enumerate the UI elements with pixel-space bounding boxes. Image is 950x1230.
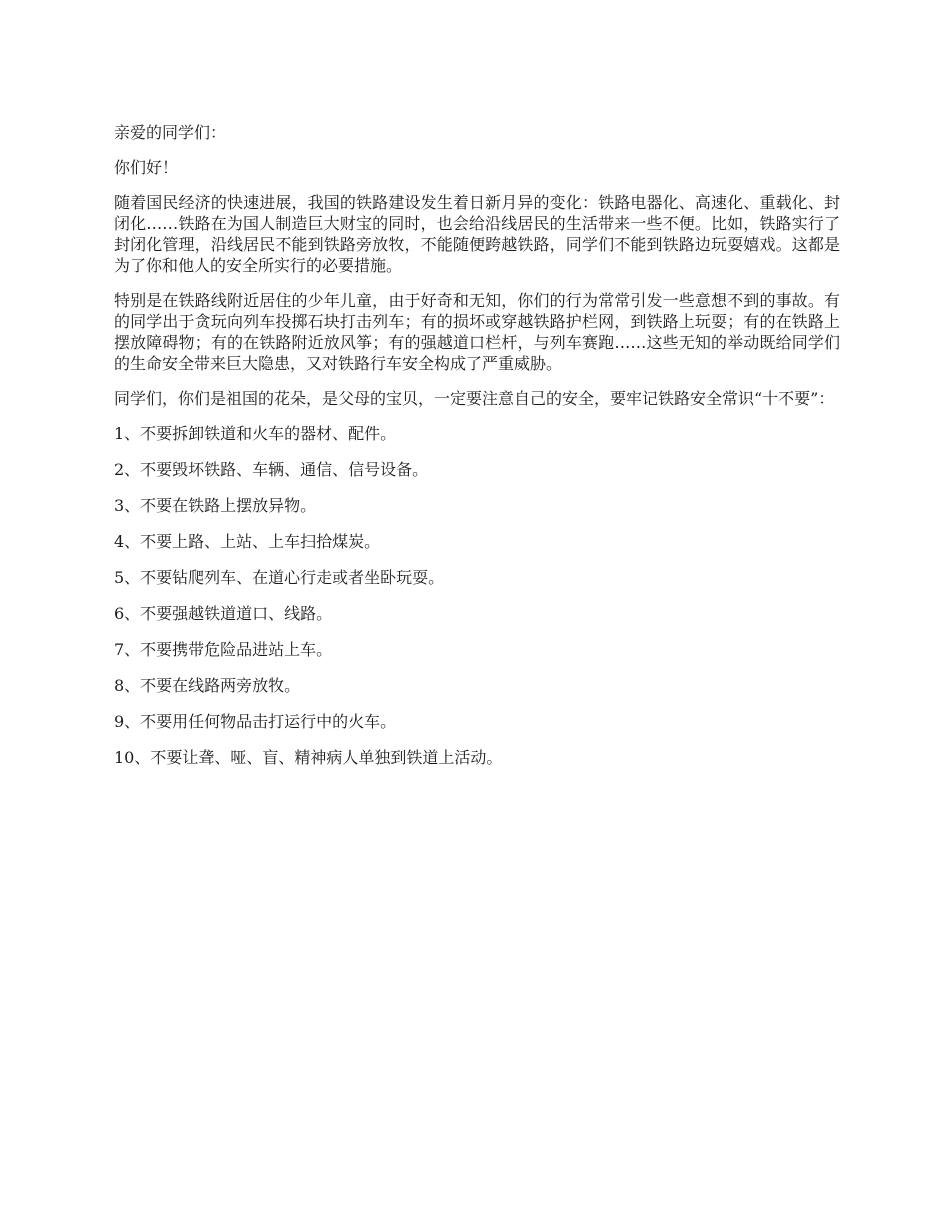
hello-line: 你们好！ bbox=[114, 158, 179, 177]
paragraph-railway-development: 随着国民经济的快速进展，我国的铁路建设发生着日新月异的变化：铁路电器化、高速化、重载化、封闭化……铁路在为国人制造巨大财宝的同时，也会给沿线居民的生活带来一些不便。比如，铁路实行了封闭化管理，沿线居民不能到铁路旁放牧，不能随便跨越铁路，同学们不能到铁路边玩耍嬉戏。这都是为了你和他人的安全所实行的必要措施。 bbox=[114, 193, 840, 275]
rule-item-1: 1、不要拆卸铁道和火车的器材、配件。 bbox=[114, 424, 397, 443]
rule-item-10: 10、不要让聋、哑、盲、精神病人单独到铁道上活动。 bbox=[114, 748, 503, 767]
document-page bbox=[114, 122, 840, 783]
rule-item-8: 8、不要在线路两旁放牧。 bbox=[114, 676, 301, 695]
rule-item-2: 2、不要毁坏铁路、车辆、通信、信号设备。 bbox=[114, 460, 429, 479]
greeting: 亲爱的同学们： bbox=[114, 123, 227, 142]
rule-item-5: 5、不要钻爬列车、在道心行走或者坐卧玩耍。 bbox=[114, 568, 445, 587]
rule-item-4: 4、不要上路、上站、上车扫拾煤炭。 bbox=[114, 532, 381, 551]
rule-item-6: 6、不要强越铁道道口、线路。 bbox=[114, 604, 333, 623]
rules-list bbox=[114, 423, 840, 768]
rule-item-7: 7、不要携带危险品进站上车。 bbox=[114, 640, 333, 659]
paragraph-ten-donts-intro: 同学们，你们是祖国的花朵，是父母的宝贝，一定要注意自己的安全，要牢记铁路安全常识“十不要”： bbox=[114, 389, 835, 408]
rule-item-9: 9、不要用任何物品击打运行中的火车。 bbox=[114, 712, 397, 731]
rule-item-3: 3、不要在铁路上摆放异物。 bbox=[114, 496, 317, 515]
paragraph-accidents: 特别是在铁路线附近居住的少年儿童，由于好奇和无知，你们的行为常常引发一些意想不到的事故。有的同学出于贪玩向列车投掷石块打击列车；有的损坏或穿越铁路护栏网，到铁路上玩耍；有的在铁路上摆放障碍物；有的在铁路附近放风筝；有的强越道口栏杆，与列车赛跑……这些无知的举动既给同学们的生命安全带来巨大隐患，又对铁路行车安全构成了严重威胁。 bbox=[114, 291, 840, 373]
